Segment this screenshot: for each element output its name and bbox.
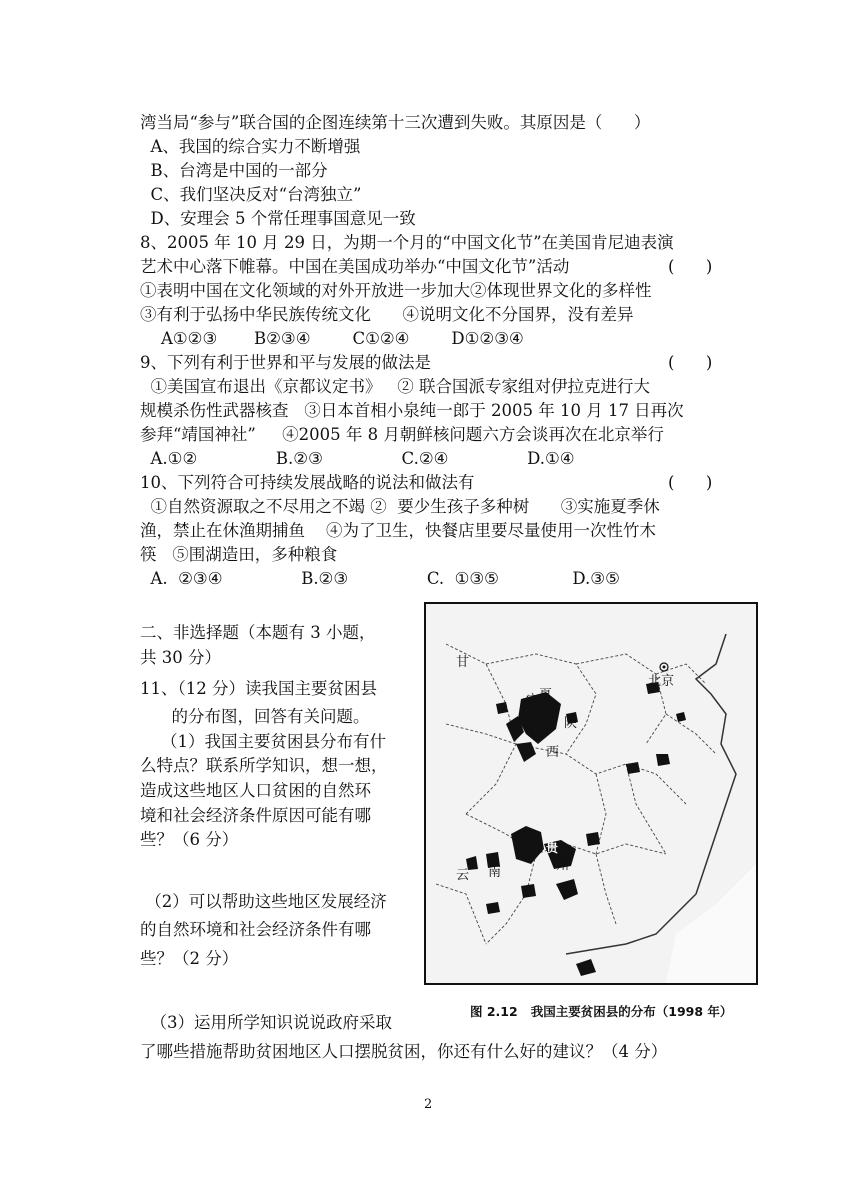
map-label-gui: 贵 xyxy=(546,841,559,855)
q9-item-line-3: 参拜“靖国神社” ④2005 年 8 月朝鲜核问题六方会谈再次在北京举行 xyxy=(140,425,664,444)
q8-stem-2: 艺术中心落下帷幕。中国在美国成功举办“中国文化节”活动 xyxy=(140,257,570,276)
map-label-yun: 云 xyxy=(456,868,470,883)
q10-item-line-1: ①自然资源取之不尽用之不竭 ② 要少生孩子多种树 ③实施夏季休 xyxy=(140,497,660,516)
q11-part1-line-2: 么特点？联系所学知识，想一想， xyxy=(140,756,388,775)
q9-item-line-1: ①美国宣布退出《京都议定书》 ② 联合国派专家组对伊拉克进行大 xyxy=(140,377,650,396)
q9-stem: 9、下列有利于世界和平与发展的做法是 xyxy=(140,353,431,372)
q10-answer-paren: ( ) xyxy=(668,473,713,492)
q11-part1-line-3: 造成这些地区人口贫困的自然环 xyxy=(140,781,371,800)
q7-option-a: A、我国的综合实力不断增强 xyxy=(140,137,361,156)
map-label-gan: 甘 xyxy=(456,655,470,670)
map-label-zhou: 州 xyxy=(556,858,570,873)
q11-part2-line-1: （2）可以帮助这些地区发展经济 xyxy=(140,892,387,911)
q11-part2-line-2: 的自然环境和社会经济条件有哪 xyxy=(140,920,371,939)
q9-item-line-2: 规模杀伤性武器核查 ③日本首相小泉纯一郎于 2005 年 10 月 17 日再次 xyxy=(140,401,684,420)
section-two-heading-1: 二、非选择题（本题有 3 小题， xyxy=(140,623,376,642)
q11-part1-line-4: 境和社会经济条件原因可能有哪 xyxy=(140,806,371,825)
map-label-xi: 西 xyxy=(546,745,560,760)
map-label-nan: 南 xyxy=(488,865,502,880)
q11-part1-line-5: 些？（6 分） xyxy=(140,830,239,849)
q10-item-line-3: 筷 ⑤围湖造田，多种粮食 xyxy=(140,545,338,564)
q9-options: A.①② B.②③ C.②④ D.①④ xyxy=(140,449,575,468)
sea-area xyxy=(666,864,756,983)
province-borders xyxy=(436,644,716,944)
poverty-county-map xyxy=(424,602,758,985)
q10-item-line-2: 渔，禁止在休渔期捕鱼 ④为了卫生，快餐店里要尽量使用一次性竹木 xyxy=(140,521,656,540)
q10-stem: 10、下列符合可持续发展战略的说法和做法有 xyxy=(140,473,475,492)
q8-stem-1: 8、2005 年 10 月 29 日，为期一个月的“中国文化节”在美国肯尼迪表演 xyxy=(140,233,674,252)
map-label-ning: 宁 xyxy=(526,693,540,708)
q9-answer-paren: ( ) xyxy=(668,353,713,372)
q11-part1-line-1: （1）我国主要贫困县分布有什 xyxy=(140,732,386,751)
q11-stem-2: 的分布图，回答有关问题。 xyxy=(140,707,370,726)
q11-stem-1: 11、（12 分）读我国主要贫困县 xyxy=(140,679,377,698)
map-drawing xyxy=(426,604,756,983)
q8-item-line-2: ③有利于弘扬中华民族传统文化 ④说明文化不分国界，没有差异 xyxy=(140,305,634,324)
q11-part2-line-3: 些？（2 分） xyxy=(140,949,239,968)
q11-part3-line-1: （3）运用所学知识说说政府采取 xyxy=(140,1013,392,1032)
q7-option-b: B、台湾是中国的一部分 xyxy=(140,161,328,180)
map-label-beijing: 北京 xyxy=(648,674,675,689)
text-line-1: 湾当局“参与”联合国的企图连续第十三次遭到失败。其原因是（ ） xyxy=(140,113,651,132)
q8-item-line-1: ①表明中国在文化领域的对外开放进一步加大②体现世界文化的多样性 xyxy=(140,281,652,300)
map-label-shaan: 陕 xyxy=(564,716,578,731)
q7-option-d: D、安理会 5 个常任理事国意见一致 xyxy=(140,209,416,228)
q7-option-c: C、我们坚决反对“台湾独立” xyxy=(140,185,362,204)
q10-options: A. ②③④ B.②③ C. ①③⑤ D.③⑤ xyxy=(140,569,620,588)
map-label-xia: 夏 xyxy=(539,688,553,703)
section-two-heading-2: 共 30 分） xyxy=(140,648,221,667)
page-number: 2 xyxy=(424,1097,433,1112)
q8-answer-paren: ( ) xyxy=(668,257,713,276)
map-caption: 图 2.12 我国主要贫困县的分布（1998 年） xyxy=(470,1004,733,1019)
beijing-marker-dot xyxy=(663,666,666,669)
q8-options: A①②③ B②③④ C①②④ D①②③④ xyxy=(140,329,524,348)
q11-part3-line-2: 了哪些措施帮助贫困地区人口摆脱贫困，你还有什么好的建议？（4 分） xyxy=(140,1042,668,1061)
